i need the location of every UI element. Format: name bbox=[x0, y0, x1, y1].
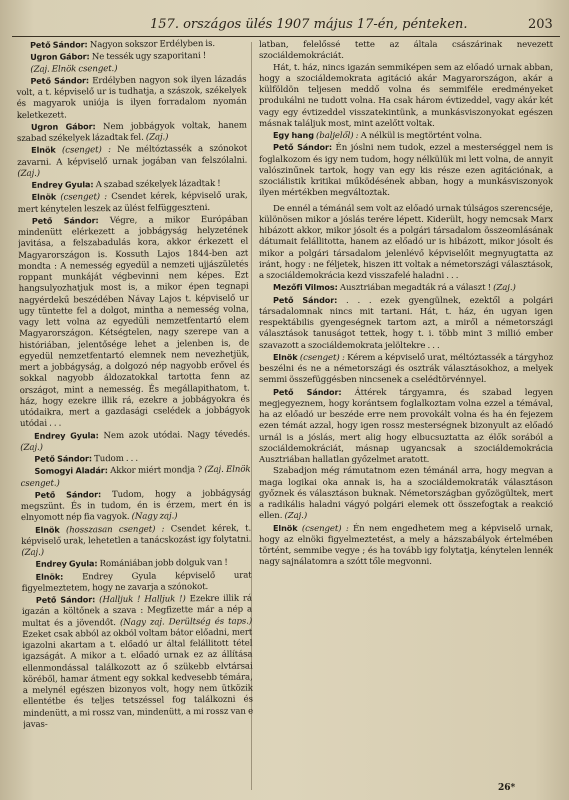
speech-text: Erdélyben nagyon sok ilyen lázadás volt, a t. képviselő ur is tudhatja, a szászok, székelyek és magyarok uniója is ilyen forradalom nyomán keletkezett. bbox=[16, 74, 247, 121]
speaker-name: Elnök bbox=[273, 351, 298, 362]
speech-text: Csendet kérek, t. képviselő urak, lehetetlen a tanácskozást igy folytatni. bbox=[21, 523, 252, 547]
speaker-name: Ugron Gábor: bbox=[30, 120, 96, 132]
signature-mark: 26* bbox=[498, 783, 516, 793]
stage-note: (Zaj.) bbox=[282, 511, 308, 522]
speech-text: Nagyon sokszor Erdélyben is. bbox=[87, 38, 216, 51]
paragraph bbox=[259, 130, 553, 142]
paragraph bbox=[16, 73, 246, 121]
paragraph bbox=[259, 523, 553, 569]
speech-text: Végre, a mikor Európában mindenütt elérkezett a jobbágyság helyzetének javitása, a felszabadulás kora, akkor érkezett el Magyarországon is. Kossuth Lajos 1844-ben azt mondta : A nemesség egyedül a nemzeti ujjászületés roppant munkáját végbevinni nem képes. Ezt hangsulyozhatjuk most is, a mikor épen tegnapi nagyérdekű beszédében Návay Lajos t. képviselő ur ugy tüntette fel a dolgot, mintha a nemesség volna, vagy lett volna az egyedüli nemzetfentartó elem Magyarországon. Kétségtelen, nagy szerepe van a históriában, jelentősége lehet a jelenben is, de egyedül nemzetfentartó elemnek nem nevezhetjük, mert a jobbágyság, a dolgozó nép nagyobb erővel és sokkal nagyobb áldozatokkal tartotta fenn az országot, mint a nemesség. És megállapithatom, t. ház, hogy ezekre illik rá, ezekre a jobbágyokra és utódaikra, mert a gazdasági cselédek a jobbágyok utódai . . . bbox=[17, 214, 250, 430]
left-column bbox=[16, 38, 254, 800]
stage-note: (Nagy zaj. Derültség és taps.) bbox=[115, 616, 253, 628]
speaker-name: Elnök bbox=[31, 144, 56, 156]
speech-text: Ne méltóztassék a szónokot zavarni. A képviselő urnak jogában van felszólalni. bbox=[17, 143, 248, 168]
stage-note: (hosszasan csenget) : bbox=[59, 523, 165, 536]
speaker-name: Elnök: bbox=[35, 571, 64, 582]
speaker-name: Pető Sándor: bbox=[35, 594, 96, 605]
speech-text: Nem jobbágyok voltak, hanem szabad székelyek lázadtak fel. bbox=[16, 120, 247, 144]
speech-text: Csendet kérek, képviselő urak, mert kénytelen leszek az ülést felfüggeszteni. bbox=[17, 190, 248, 215]
paragraph bbox=[22, 569, 252, 595]
stage-note: (csenget) : bbox=[297, 523, 349, 534]
stage-note: (baljelől) : bbox=[313, 131, 359, 141]
speech-text: Nem azok utódai. Nagy tévedés. bbox=[98, 429, 251, 441]
stage-note: (Zaj.) bbox=[21, 547, 45, 558]
speech-text: Ezekre illik rá igazán a költőnek a szava : bbox=[21, 593, 252, 618]
speech-text: Romániában jobb dolguk van ! bbox=[97, 558, 228, 570]
paragraph bbox=[259, 204, 553, 283]
speech-text: Akkor miért mondja ? bbox=[107, 465, 202, 477]
speaker-name: Elnök bbox=[31, 191, 57, 203]
speaker-name: Pető Sándor: bbox=[34, 488, 102, 500]
speaker-name: Elnök bbox=[273, 522, 298, 533]
speech-text: Szabadjon még rámutatnom ezen témánál arra, hogy megvan a maga logikai oka annak is, ha a szociáldemokraták választáson győznek és választáson buknak. Németországban győzögültek, mert a radikális haladni vágyó polgári elemek ott összefogtak a reakció ellen. bbox=[259, 466, 553, 522]
stage-note: (csenget) : bbox=[297, 352, 345, 363]
speech-text: Megfizette már a nép a multat és a jövendőt. bbox=[22, 604, 253, 629]
speaker-name: Egy hang bbox=[273, 130, 314, 140]
speech-text: Hát, t. ház, nincs igazán semmiképen sem az előadó urnak abban, hogy a szociáldemokrata agitáció akár Magyarországon, akár a külföldön teljesen meddő volna és semmiféle eredményeket produkálni ne tudott volna. Ha csak három évtizeddel, vagy akár két vagy egy évtizeddel visszatekintünk, a munkásviszonyokat egészen másnak találjuk most, mint azelőtt voltak. bbox=[259, 62, 553, 129]
paragraph bbox=[259, 352, 553, 387]
paragraph bbox=[17, 119, 247, 145]
speaker-name: Pető Sándor: bbox=[273, 386, 342, 397]
speaker-name: Pető Sándor: bbox=[31, 214, 99, 226]
paragraph bbox=[21, 487, 251, 524]
paragraph bbox=[20, 428, 250, 454]
speech-text: Áttérek tárgyamra, és szabad legyen megjegyeznem, hogy korántsem foglalkoztam volna ezzel a témával, ha az előadó ur beszéde erre nem provokált volna és ha én fejezem ezen témát azzal, hogy igen rossz mesterségnek bizonyult az előadó urnál is a jóslás, mert alig hogy elbucsuztatta az élők sorából a szociáldemokráciát, másnap ugyancsak a szociáldemokrácia Ausztriában hallatlan győzelmet aratott. bbox=[259, 387, 553, 465]
paragraph bbox=[17, 143, 247, 180]
stage-note: (csenget) : bbox=[56, 192, 108, 203]
speech-text: Ezeket csak abból az okból voltam bátor előadni, mert igazolni akartam a t. előadó ur által felállitott tétel igazságát. A mikor a t. előadó urnak ez az állítása ellenmondással találkozott az ő szükebb elvtársai köréből, hamar átment egy sokkal kedvesebb témára, a melynél egészen bizonyos volt, hogy nem ütközik ellentétbe és teljes tetszéssel fog találkozni és mindenütt, a mi rossz van, mindenütt, a mi rossz van e javas- bbox=[22, 627, 254, 730]
speech-text: A szabad székelyek lázadtak ! bbox=[93, 178, 221, 191]
speech-text: Ausztriában megadták rá a választ ! bbox=[337, 283, 492, 294]
speaker-name: Somogyi Aladár: bbox=[34, 465, 108, 477]
stage-note: (Zaj.) bbox=[491, 283, 516, 294]
speaker-name: Endrey Gyula: bbox=[35, 558, 98, 570]
stage-note: (csenget) : bbox=[55, 145, 111, 156]
speaker-name: Pető Sándor: bbox=[29, 39, 88, 50]
paragraph bbox=[259, 295, 553, 352]
stage-note: (Zaj.) bbox=[20, 442, 43, 453]
paragraph bbox=[259, 387, 553, 467]
paragraph bbox=[259, 63, 553, 131]
speech-text: . . . ezek gyengülnek, ezektől a polgári társadalomnak nincs mit tartani. Hát, t. ház, én ugyan igen respektábilis gyengeségnek tartom azt, a miről a németországi választások tanuságot tettek, hogy t. i. több mint 3 millió ember szavazott a szociáldemokrata jelöltekre . . . bbox=[259, 295, 553, 351]
stage-note: (Zaj.) bbox=[17, 168, 41, 179]
paragraph bbox=[18, 190, 248, 216]
paragraph bbox=[22, 593, 253, 731]
paragraph bbox=[259, 142, 553, 199]
speech-text: Tudom, hogy a jobbágyság megszünt. És in tudom, én is érzem, mert én is elnyomott nép fia vagyok. bbox=[20, 488, 251, 524]
stage-note: (Zaj.) bbox=[143, 132, 169, 143]
speaker-name: Elnök bbox=[35, 524, 60, 535]
speech-text: De ennél a témánál sem volt az előadó urnak túlságos szerencséje, különösen mikor a jóslás terére lépett. Kiderült, hogy nemcsak Marx hibázott akkor, mikor jósolt és a polgári társadalom összeomlásának dátumait felállitotta, hanem az előadó ur is hibázott, mikor jósolt és mikor a polgári társadalom jelenlévő képviselőit megnyugtatta az iránt, hogy : ne féljetek, hiszen itt voltak a németországi választások, a szociáldemokrácia kezd visszafelé haladni . . . bbox=[259, 203, 553, 281]
page-number: 203 bbox=[528, 17, 553, 32]
speech-text: Én nem engedhetem meg a képviselő urnak, hogy az elnöki figyelmeztetést, a mely a házszabályok értelmében történt, semmibe vegye ; és ha tovább igy folytatja, kénytelen lennék nagy sajnálatomra a szótt tőle megvonni. bbox=[259, 523, 553, 568]
speaker-name: Pető Sándor: bbox=[30, 74, 90, 86]
speaker-name: Pető Sándor: bbox=[34, 453, 93, 464]
paragraph bbox=[259, 466, 553, 522]
speech-text: latban, felelőssé tette az általa császárinak nevezett szociáldemokráciát. bbox=[259, 40, 553, 62]
page-header bbox=[0, 17, 569, 33]
paragraph bbox=[20, 464, 250, 490]
speech-text: A nélkül is megtörtént volna. bbox=[358, 131, 483, 141]
stage-note: (Nagy zaj.) bbox=[129, 511, 178, 523]
running-head: 157. országos ülés 1907 május 17-én, pénteken. bbox=[150, 17, 468, 32]
speaker-name: Ugron Gábor: bbox=[30, 51, 90, 63]
speaker-name: Endrey Gyula: bbox=[34, 429, 99, 441]
speaker-name: Pető Sándor: bbox=[273, 294, 338, 305]
speech-text: Tudom . . . bbox=[91, 453, 139, 465]
speaker-name: Endrey Gyula: bbox=[31, 179, 94, 190]
stage-note: (Zaj. Elnök csenget.) bbox=[20, 464, 251, 489]
paragraph bbox=[259, 40, 553, 63]
speech-text: Én jóslni nem tudok, ezzel a mesterséggel nem is foglalkozom és igy nem tudom, hogy nélkülük mi lett volna, de annyit valószinűnek tartok, hogy van egy kis része ezen agitációnak, a szociálistik kritikai működésének abban, hogy a munkásviszonyok ilyen mértékben megváltoztak. bbox=[259, 143, 553, 199]
speech-text: Ne tessék ugy szaporitani ! bbox=[89, 51, 207, 63]
speaker-name: Pető Sándor: bbox=[273, 142, 333, 153]
paragraph bbox=[259, 282, 553, 294]
paragraph bbox=[21, 522, 251, 559]
paragraph bbox=[18, 213, 250, 430]
speaker-name: Mezőfi Vilmos: bbox=[273, 282, 338, 293]
stage-note: (Zaj. Elnök csenget.) bbox=[30, 63, 118, 75]
speech-text: Endrey Gyula képviselő urat figyelmeztetem, hogy ne zavarja a szónokot. bbox=[21, 570, 252, 594]
stage-note: (Halljuk ! Halljuk !) bbox=[95, 594, 186, 606]
right-column bbox=[259, 40, 553, 800]
speech-text: Kérem a képviselő urat, méltóztassék a tárgyhoz beszélni és ne a németországi és osztrák választásokhoz, a melyek semmi összefüggésben nincsenek a cselédtörvénnyel. bbox=[259, 352, 553, 386]
header-rule bbox=[12, 36, 560, 37]
